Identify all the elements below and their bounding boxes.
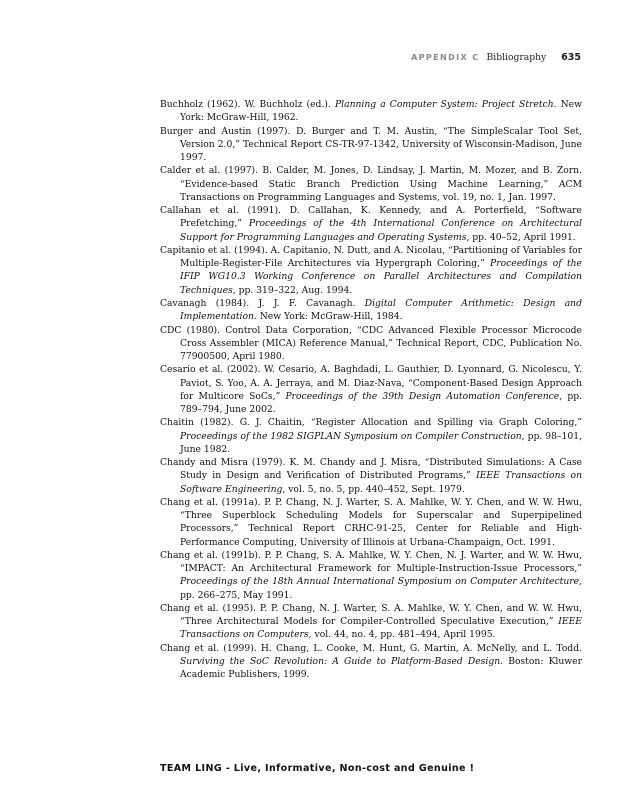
appendix-label: APPENDIX C <box>411 53 480 62</box>
bib-key: Chang et al. (1999). <box>160 642 257 654</box>
bib-entry <box>160 549 582 602</box>
bibliography-list <box>160 98 582 682</box>
bib-key: Chang et al. (1991a). <box>160 496 261 508</box>
bib-title: Planning a Computer System: Project Stretch. <box>334 99 557 110</box>
bib-title: IEEE Transactions on Software Engineering <box>180 470 583 495</box>
bib-entry <box>160 416 582 456</box>
bib-key: Chang et al. (1991b). <box>160 549 261 561</box>
bib-key: Calder et al. (1997). <box>160 165 259 177</box>
bib-text: P. P. Chang, S. A. Mahlke, W. Y. Chen, N. J. Warter, and W. W. Hwu, “IMPACT: An Architectural Framework for Multiple-Instruction-Issue Processors,” <box>180 549 582 575</box>
bib-text: W. Cesario, A. Baghdadi, L. Gauthier, D. Lyonnard, G. Nicolescu, Y. Paviot, S. Yoo, A. A. Jerraya, and M. Diaz-Nava, “Component-Based Design Approach for Multicore SoCs,” <box>180 364 583 402</box>
bib-title: Proceedings of the 4th International Conference on Architectural Support for Programming Languages and Operating Systems <box>180 218 582 243</box>
bib-entry <box>160 297 582 323</box>
bib-text-tail: , pp. 40–52, April 1991. <box>466 231 576 243</box>
bib-text: Control Data Corporation, “CDC Advanced Flexible Processor Microcode Cross Assembler (MICA) Reference Manual,” Technical Report, CDC, Publication No. 77900500, April 1980. <box>180 324 582 362</box>
bib-entry <box>160 244 582 297</box>
bib-text-tail: Boston: Kluwer Academic Publishers, 1999. <box>180 655 582 681</box>
bib-title: Proceedings of the 1982 SIGPLAN Symposium on Compiler Construction <box>180 430 522 442</box>
bib-key: Capitanio et al. (1994). <box>160 244 268 256</box>
bib-text-tail: , vol. 5, no. 5, pp. 440–452, Sept. 1979. <box>282 483 465 495</box>
bib-key: Cavanagh (1984). <box>160 297 250 309</box>
bib-entry <box>160 496 582 549</box>
bib-text-tail: , pp. 98–101, June 1982. <box>180 430 582 455</box>
section-title: Bibliography <box>486 52 547 63</box>
bib-text: H. Chang, L. Cooke, M. Hunt, G. Martin, A. McNelly, and L. Todd. <box>256 642 582 654</box>
bib-key: Chang et al. (1995). <box>160 602 256 614</box>
bib-text: D. Callahan, K. Kennedy, and A. Porterfield, “Software Prefetching,” <box>180 205 582 230</box>
bib-entry <box>160 456 582 496</box>
bib-entry <box>160 164 582 204</box>
bib-text-tail: , vol. 44, no. 4, pp. 481–494, April 1995. <box>308 629 496 641</box>
bib-text-tail: , pp. 789–794, June 2002. <box>180 390 583 415</box>
bib-entry <box>160 363 582 416</box>
bib-title: Surviving the SoC Revolution: A Guide to Platform-Based Design. <box>180 655 504 667</box>
bib-key: Chaitin (1982). <box>160 417 234 429</box>
bib-key: Chandy and Misra (1979). <box>160 457 286 469</box>
running-head <box>0 52 581 63</box>
bib-entry <box>160 98 582 124</box>
bib-entry <box>160 324 582 364</box>
bib-text: B. Calder, M. Jones, D. Lindsay, J. Martin, M. Mozer, and B. Zorn. “Evidence-based Static Branch Prediction Using Machine Learning,” ACM Transactions on Programming Languages and Systems, vol. 19, no. 1, Jan. 1997. <box>180 165 583 203</box>
bib-entry <box>160 204 582 244</box>
bib-key: Buchholz (1962). <box>160 99 241 110</box>
bib-key: Burger and Austin (1997). <box>160 125 291 137</box>
bib-key: CDC (1980). <box>160 324 221 336</box>
bib-text: K. M. Chandy and J. Misra, “Distributed Simulations: A Case Study in Design and Verification of Distributed Programs,” <box>180 457 582 482</box>
bib-entry <box>160 125 582 165</box>
page-number: 635 <box>561 52 581 63</box>
bib-text: W. Buchholz (ed.). <box>240 99 335 110</box>
bib-title: IEEE Transactions on Computers <box>180 616 582 641</box>
bib-title: Proceedings of the 39th Design Automation Conference <box>285 390 560 402</box>
bib-text: D. Burger and T. M. Austin, “The SimpleScalar Tool Set, Version 2.0,” Technical Report CS-TR-97-1342, University of Wisconsin-Madison, June 1997. <box>180 125 582 163</box>
bib-text-tail: , pp. 266–275, May 1991. <box>180 576 582 601</box>
bib-title: Proceedings of the IFIP WG10.3 Working Conference on Parallel Architectures and Compilation Techniques <box>180 258 582 296</box>
bib-text-tail: New York: McGraw-Hill, 1984. <box>256 311 403 323</box>
footer-banner: TEAM LING - Live, Informative, Non-cost and Genuine ! <box>160 763 475 774</box>
bib-text: P. P. Chang, N. J. Warter, S. A. Mahlke, W. Y. Chen, and W. W. Hwu, “Three Architectural Models for Compiler-Controlled Speculative Execution,” <box>180 602 583 628</box>
bib-title: Proceedings of the 18th Annual International Symposium on Computer Architecture <box>180 576 580 588</box>
bib-text: A. Capitanio, N. Dutt, and A. Nicolau, “Partitioning of Variables for Multiple-Register-File Architectures via Hypergraph Coloring,” <box>180 244 583 270</box>
bib-key: Cesario et al. (2002). <box>160 364 261 376</box>
bib-text: J. J. F. Cavanagh. <box>249 297 365 309</box>
bib-key: Callahan et al. (1991). <box>160 205 281 217</box>
bib-entry <box>160 642 582 682</box>
bib-text-tail: , pp. 319–322, Aug. 1994. <box>232 284 353 296</box>
bib-text-tail: New York: McGraw-Hill, 1962. <box>180 99 582 124</box>
bib-text: G. J. Chaitin, “Register Allocation and Spilling via Graph Coloring,” <box>233 417 582 429</box>
bib-title: Digital Computer Arithmetic: Design and Implementation. <box>180 297 582 323</box>
bib-text: P. P. Chang, N. J. Warter, S. A. Mahlke, W. Y. Chen, and W. W. Hwu, “Three Superblock Scheduling Models for Superscalar and Superpipelined Processors,” Technical Report CRHC-91-25, Center for Reliable and High-Performance Computing, University of Illinois at Urbana-Champaign, Oct. 1991. <box>180 496 582 548</box>
bib-entry <box>160 602 582 642</box>
